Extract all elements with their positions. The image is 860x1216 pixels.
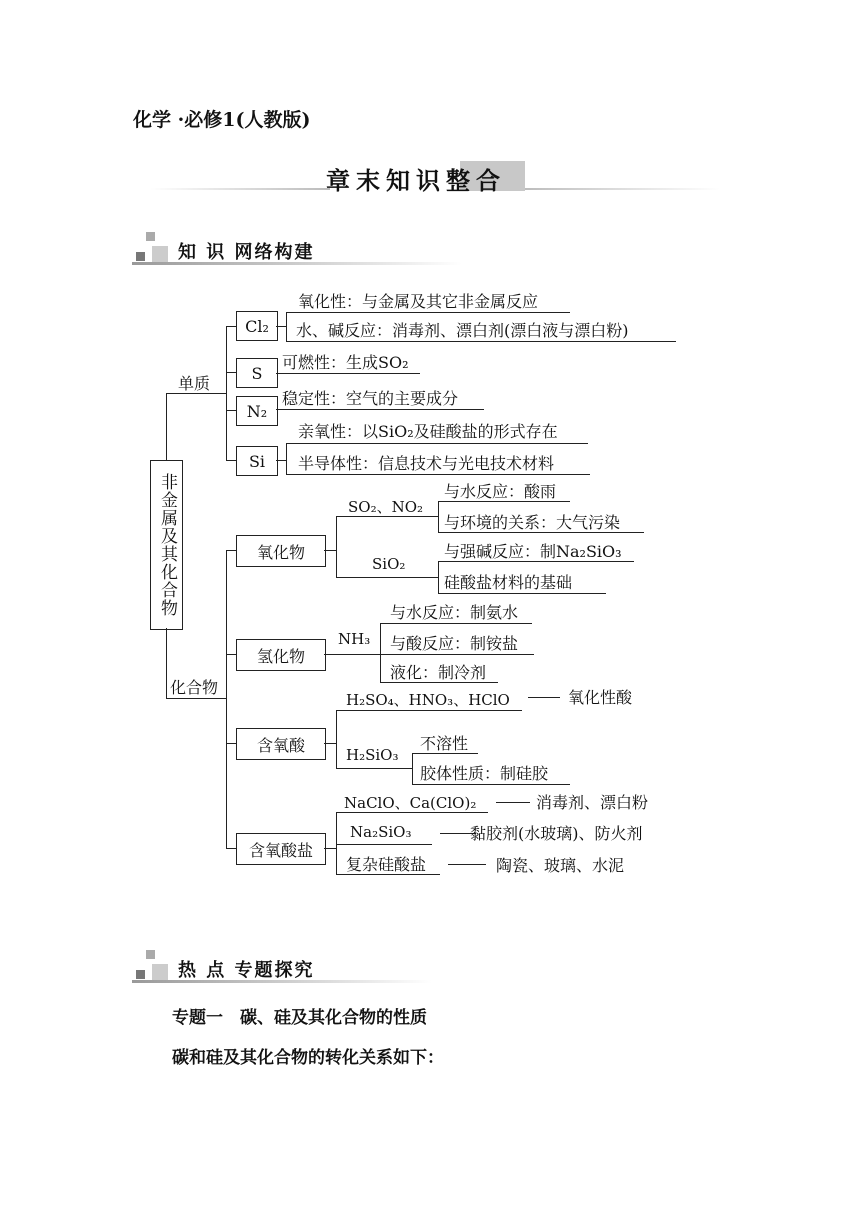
connector-line [438,561,439,593]
connector-line [286,443,287,474]
sodium-silicate-use: 黏胶剂(水玻璃)、防火剂 [470,824,643,843]
underline [412,753,478,754]
connector-line [226,550,236,551]
oxyacid-h2sio3: H₂SiO₃ [346,746,399,764]
connector-line [324,550,336,551]
connector-line [412,753,413,784]
root-box: 非金属及其化合物 [150,460,183,630]
hypochlorites-use: 消毒剂、漂白粉 [536,793,649,812]
branch-elements-label: 单质 [178,374,211,393]
nh3-water-reaction: 与水反应：制氨水 [390,603,519,622]
node-oxysalt: 含氧酸盐 [236,833,326,865]
topic-heading: 专题一 碳、硅及其化合物的性质 [172,1008,427,1028]
underline [336,768,412,769]
chapter-title: 章末知识整合 [326,166,506,195]
node-cl2: Cl₂ [236,311,278,341]
oxyacid-strong-acids: H₂SO₄、HNO₃、HClO [346,691,510,709]
node-hydride: 氢化物 [236,639,326,671]
connector-line [166,393,167,460]
connector-line [226,460,236,461]
underline [276,409,484,410]
underline [380,623,532,624]
section-title-hot-topics: 热 点 专题探究 [178,960,315,981]
underline [380,682,498,683]
connector-line [166,393,226,394]
connector-line [286,312,287,341]
sio2-reaction: 与强碱反应：制Na₂SiO₃ [444,542,622,561]
connector-line [166,628,167,698]
node-oxyacid: 含氧酸 [236,728,326,760]
underline [324,654,380,655]
book-header: 化学 ·必修1(人教版) [133,109,311,131]
underline [336,577,438,578]
underline [380,654,534,655]
underline [276,373,420,374]
cl2-property-2: 水、碱反应：消毒剂、漂白剂(漂白液与漂白粉) [296,321,629,340]
underline [412,784,570,785]
branch-compounds-label: 化合物 [170,678,219,697]
underline [336,874,440,875]
topic-intro-text: 碳和硅及其化合物的转化关系如下： [172,1048,444,1068]
underline [438,501,570,502]
connector-line [324,848,336,849]
node-oxide: 氧化物 [236,535,326,567]
connector-line [226,654,236,655]
connector-line [336,516,337,577]
node-s: S [236,358,278,388]
connector-line [276,326,286,327]
nh3-acid-reaction: 与酸反应：制铵盐 [390,634,519,653]
underline [286,474,590,475]
so2-no2-reaction: 与水反应：酸雨 [444,482,557,501]
connector-line [226,326,236,327]
oxysalt-sodium-silicate: Na₂SiO₃ [350,823,412,841]
si-property-1: 亲氧性：以SiO₂及硅酸盐的形式存在 [298,422,558,441]
si-property-2: 半导体性：信息技术与光电技术材料 [298,454,555,473]
node-si: Si [236,446,278,476]
connector-line [336,812,337,874]
connector-line [166,698,226,699]
h2sio3-insoluble: 不溶性 [420,734,469,753]
connector-line [336,710,337,768]
dash-connector [528,697,560,698]
node-n2: N₂ [236,396,278,426]
underline [336,710,522,711]
underline [286,341,676,342]
oxide-sio2: SiO₂ [372,555,406,573]
h2sio3-colloid: 胶体性质：制硅胶 [420,764,549,783]
connector-line [226,410,236,411]
strong-acids-property: 氧化性酸 [568,688,633,707]
connector-line [226,743,236,744]
underline [286,312,570,313]
connector-line [438,501,439,532]
underline [286,443,588,444]
connector-line [226,848,236,849]
underline [336,516,438,517]
hydride-nh3: NH₃ [338,630,371,648]
sio2-use: 硅酸盐材料的基础 [444,573,573,592]
so2-no2-environment: 与环境的关系：大气污染 [444,513,621,532]
underline [438,532,644,533]
connector-line [226,326,227,460]
connector-line [380,623,381,682]
connector-line [226,372,236,373]
dash-connector [496,802,530,803]
underline [336,844,432,845]
oxide-so2-no2: SO₂、NO₂ [348,498,424,516]
nh3-liquefaction: 液化：制冷剂 [390,663,487,682]
connector-line [324,743,336,744]
oxysalt-hypochlorites: NaClO、Ca(ClO)₂ [344,794,477,812]
cl2-property-1: 氧化性：与金属及其它非金属反应 [298,292,539,311]
underline [438,593,606,594]
connector-line [276,460,286,461]
complex-silicates-use: 陶瓷、玻璃、水泥 [496,856,625,875]
connector-line [226,550,227,848]
section-title-knowledge-network: 知 识 网络构建 [178,242,315,263]
oxysalt-complex-silicates: 复杂硅酸盐 [346,855,427,874]
n2-property: 稳定性：空气的主要成分 [282,389,459,408]
underline [336,812,488,813]
dash-connector [448,864,486,865]
underline [438,561,634,562]
s-property: 可燃性：生成SO₂ [282,353,409,372]
